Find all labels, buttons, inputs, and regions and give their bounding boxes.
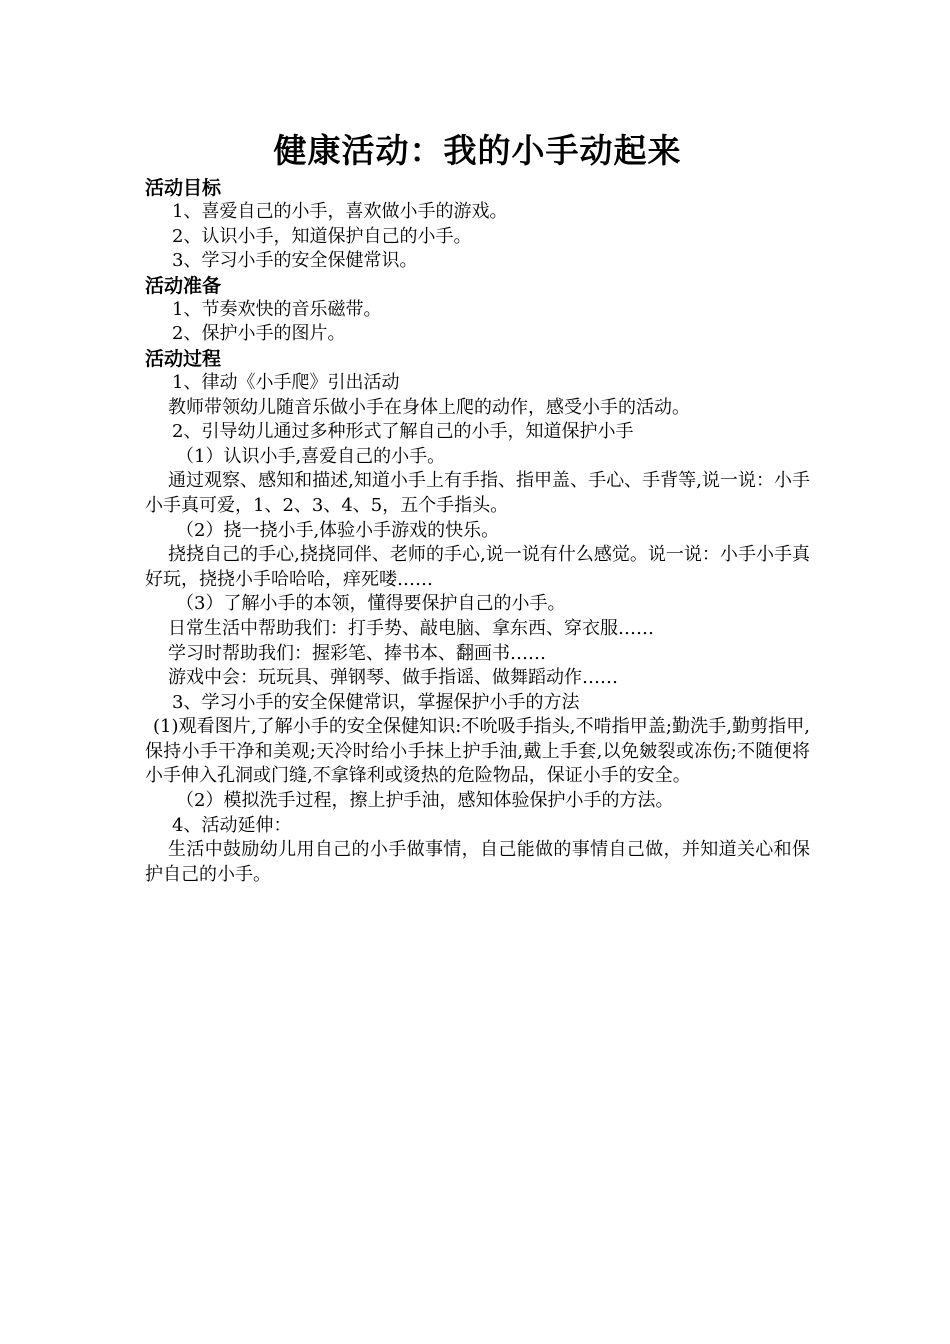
prep-item: 2、保护小手的图片。 [172,323,346,345]
prep-item: 1、节奏欢快的音乐磁带。 [172,298,382,320]
process-step: 1、律动《小手爬》引出活动 [172,371,400,393]
section-heading-process: 活动过程 [145,347,222,370]
process-paragraph: 学习时帮助我们：握彩笔、捧书本、翻画书…… [168,642,546,664]
process-step: 4、活动延伸： [172,814,292,836]
process-paragraph: 游戏中会：玩玩具、弹钢琴、做手指谣、做舞蹈动作…… [168,667,618,689]
process-step: 3、学习小手的安全保健常识，掌握保护小手的方法 [172,691,580,713]
process-paragraph: (1)观看图片,了解小手的安全保健知识:不吮吸手指头,不啃指甲盖;勤洗手,勤剪指甲,保持小手干净和美观;天冷时给小手抹上护手油,戴上手套,以免皴裂或冻伤;不随便将小手伸入孔洞或门缝,不拿锋利或烫热的危险物品，保证小手的安全。 [145,716,810,787]
process-step: 2、引导幼儿通过多种形式了解自己的小手，知道保护小手 [172,421,634,443]
process-paragraph: 挠挠自己的手心,挠挠同伴、老师的手心,说一说有什么感觉。说一说：小手小手真好玩，挠挠小手哈哈哈，痒死喽…… [145,544,810,590]
process-paragraph: 日常生活中帮助我们：打手势、敲电脑、拿东西、穿衣服…… [168,617,654,639]
section-goals [145,176,810,274]
goal-item: 2、认识小手，知道保护自己的小手。 [172,225,472,247]
goal-item: 1、喜爱自己的小手，喜欢做小手的游戏。 [172,201,508,222]
process-substep: （3）了解小手的本领，懂得要保护自己的小手。 [176,593,566,615]
process-substep: （1）认识小手,喜爱自己的小手。 [176,445,446,467]
section-heading-goals: 活动目标 [145,177,222,199]
goal-item: 3、学习小手的安全保健常识。 [172,250,418,272]
section-prep [145,274,810,347]
section-process [145,347,810,887]
section-heading-prep: 活动准备 [145,274,222,297]
process-paragraph: 通过观察、感知和描述,知道小手上有手指、指甲盖、手心、手背等,说一说：小手小手真可爱，1、2、3、4、5，五个手指头。 [145,470,810,516]
page-title: 健康活动：我的小手动起来 [273,131,682,170]
process-substep: （2）挠一挠小手,体验小手游戏的快乐。 [176,519,500,541]
document-page [145,128,810,887]
process-paragraph: 生活中鼓励幼儿用自己的小手做事情，自己能做的事情自己做，并知道关心和保护自己的小手。 [145,839,810,885]
process-paragraph: 教师带领幼儿随音乐做小手在身体上爬的动作，感受小手的活动。 [168,396,690,418]
process-substep: （2）模拟洗手过程，擦上护手油，感知体验保护小手的方法。 [176,790,674,812]
